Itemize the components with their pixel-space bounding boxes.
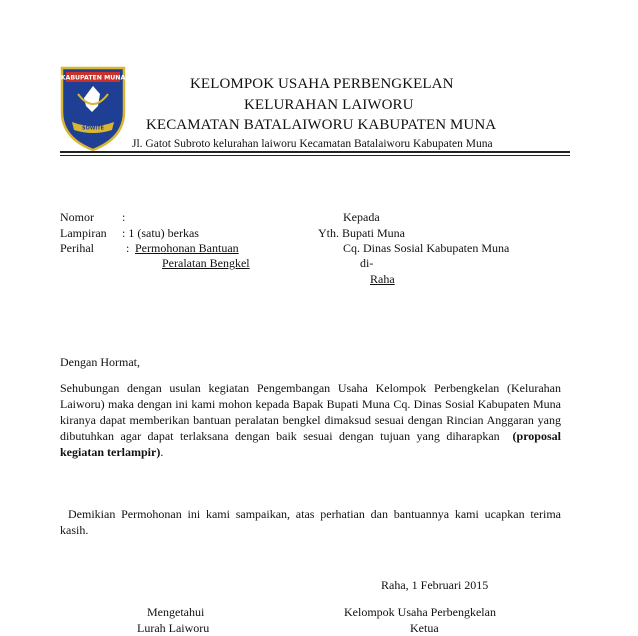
body-paragraph-1-bold: (proposal kegiatan terlampir) — [60, 429, 561, 459]
sign-right-title: Kelompok Usaha Perbengkelan — [344, 605, 496, 619]
header-divider — [60, 151, 570, 153]
body-paragraph-1-text: Sehubungan dengan usulan kegiatan Pengembangan Usaha Kelompok Perbengkelan (Kelurahan Laiworu) maka dengan ini kami mohon kepada Bapak Bupati Muna Cq. Dinas Sosial Kabupaten Muna kiranya dapat memberikan bantuan peralatan bengkel dimaksud sesuai dengan Rincian Anggaran yang dibutuhkan agar dapat terlaksana dengan baik sesuai dengan tujuan yang diharapkan — [60, 381, 561, 443]
body-paragraph-1-end: . — [160, 445, 164, 459]
lampiran-value: : 1 (satu) berkas — [122, 226, 199, 240]
sign-left-title: Mengetahui — [147, 605, 205, 619]
org-address: Jl. Gatot Subroto kelurahan laiworu Kecamatan Batalaiworu Kabupaten Muna — [132, 138, 493, 150]
perihal-label: Perihal — [60, 241, 94, 255]
body-paragraph-2: Demikian Permohonan ini kami sampaikan, atas perhatian dan bantuannya kami ucapkan terima kasih. — [60, 507, 561, 537]
recipient-yth: Yth. Bupati Muna — [318, 226, 405, 240]
org-kecamatan: KECAMATAN BATALAIWORU KABUPATEN MUNA — [146, 117, 497, 133]
org-kelurahan: KELURAHAN LAIWORU — [244, 97, 414, 113]
sign-left-role: Lurah Laiworu — [137, 621, 210, 635]
recipient-place: Raha — [370, 272, 395, 286]
nomor-label: Nomor — [60, 210, 94, 224]
recipient-di: di- — [360, 256, 374, 270]
nomor-value: : — [122, 210, 126, 224]
greeting: Dengan Hormat, — [60, 355, 140, 369]
perihal-line1: Permohonan Bantuan — [135, 241, 239, 255]
recipient-cq: Cq. Dinas Sosial Kabupaten Muna — [343, 241, 510, 255]
svg-text:KABUPATEN MUNA: KABUPATEN MUNA — [60, 74, 126, 82]
org-name: KELOMPOK USAHA PERBENGKELAN — [190, 76, 454, 92]
letter-date: Raha, 1 Februari 2015 — [381, 578, 489, 592]
header-divider-thin — [60, 155, 570, 156]
perihal-line2: Peralatan Bengkel — [162, 256, 250, 270]
body-paragraph-1 — [60, 380, 561, 460]
lampiran-label: Lampiran — [60, 226, 107, 240]
sign-right-role: Ketua — [410, 621, 439, 635]
kabupaten-muna-logo — [58, 64, 128, 154]
perihal-colon: : — [126, 241, 130, 255]
svg-text:SOWITE: SOWITE — [81, 125, 105, 132]
recipient-kepada: Kepada — [343, 210, 380, 224]
